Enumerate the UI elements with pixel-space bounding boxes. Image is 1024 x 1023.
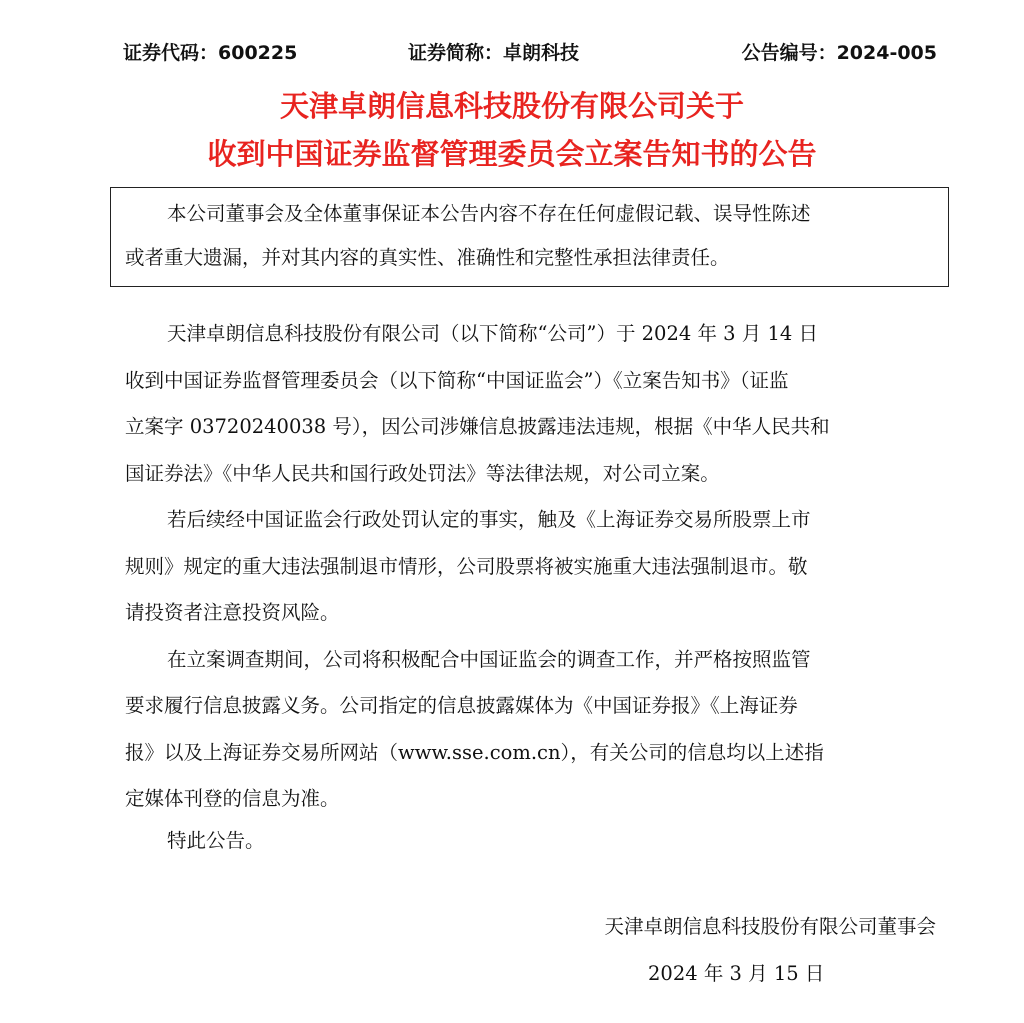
paragraph-line: 天津卓朗信息科技股份有限公司（以下简称“公司”）于 2024 年 3 月 14 日 <box>167 322 818 345</box>
document-title-line-1: 天津卓朗信息科技股份有限公司关于 <box>279 89 744 123</box>
paragraph-line: 国证券法》《中华人民共和国行政处罚法》等法律法规，对公司立案。 <box>125 461 720 485</box>
paragraph-disclosure-media <box>125 637 937 823</box>
paragraph-line: 定媒体刊登的信息为准。 <box>125 787 340 810</box>
board-signature: 天津卓朗信息科技股份有限公司董事会 <box>604 915 936 938</box>
paragraph-filing-notice <box>125 311 937 497</box>
paragraph-line: 立案字 03720240038 号），因公司涉嫌信息披露违法违规，根据《中华人民共和 <box>125 415 830 438</box>
notice-date: 2024 年 3 月 15 日 <box>648 962 825 985</box>
paragraph-line: 要求履行信息披露义务。公司指定的信息披露媒体为《中国证券报》《上海证券 <box>125 694 798 717</box>
declaration-line-1: 本公司董事会及全体董事保证本公告内容不存在任何虚假记载、误导性陈述 <box>167 202 811 225</box>
document-header <box>123 38 937 68</box>
document-body <box>125 311 937 823</box>
closing-statement: 特此公告。 <box>167 829 265 852</box>
declaration-line-2: 或者重大遗漏，并对其内容的真实性、准确性和完整性承担法律责任。 <box>125 246 730 269</box>
paragraph-line: 报》以及上海证券交易所网站（www.sse.com.cn），有关公司的信息均以上述指 <box>125 740 824 764</box>
document-title-line-2: 收到中国证券监督管理委员会立案告知书的公告 <box>207 137 817 171</box>
paragraph-line: 规则》规定的重大违法强制退市情形，公司股票将被实施重大违法强制退市。敬 <box>125 554 808 578</box>
paragraph-line: 在立案调查期间，公司将积极配合中国证监会的调查工作，并严格按照监管 <box>167 647 811 671</box>
stock-abbreviation: 证券简称：卓朗科技 <box>408 42 580 64</box>
paragraph-delisting-risk <box>125 497 937 637</box>
paragraph-line: 收到中国证券监督管理委员会（以下简称“中国证监会”）《立案告知书》（证监 <box>125 368 789 392</box>
board-declaration-box <box>110 187 949 287</box>
stock-code: 证券代码：600225 <box>123 42 298 64</box>
paragraph-line: 请投资者注意投资风险。 <box>125 601 340 624</box>
paragraph-line: 若后续经中国证监会行政处罚认定的事实，触及《上海证券交易所股票上市 <box>167 508 811 531</box>
notice-number: 公告编号：2024-005 <box>741 42 937 64</box>
